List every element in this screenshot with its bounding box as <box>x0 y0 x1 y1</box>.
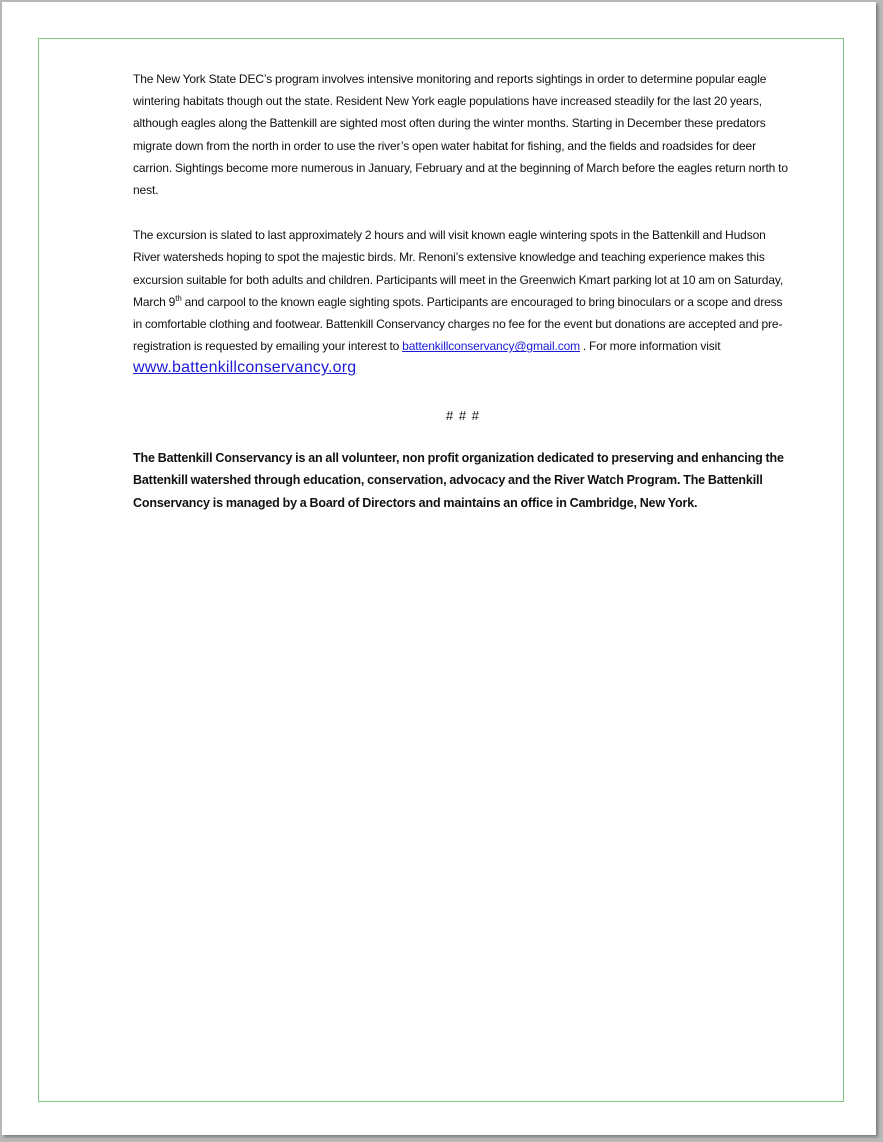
email-link[interactable]: battenkillconservancy@gmail.com <box>402 339 581 354</box>
excursion-text-part3: . For more information visit <box>580 339 721 354</box>
date-superscript: th <box>175 293 182 303</box>
section-separator: # # # <box>446 407 480 423</box>
document-content <box>133 68 793 514</box>
website-link[interactable]: www.battenkillconservancy.org <box>133 359 357 377</box>
document-page <box>2 2 876 1135</box>
excursion-text-part1: The excursion is slated to last approximately 2 hours and will visit known eagle wintering spots in the Battenkill and Hudson River watersheds hoping to spot the majestic birds. Mr. Renoni’s extensive knowledge and teaching experience makes this excursion suitable for both adults and children. Participants will meet in the Greenwich Kmart parking lot at 10 am on Saturday, March 9 <box>133 228 784 309</box>
paragraph-program: The New York State DEC’s program involves intensive monitoring and reports sightings in order to determine popular eagle wintering habitats though out the state. Resident New York eagle populations have increased steadily for the last 20 years, although eagles along the Battenkill are sighted most often during the winter months. Starting in December these predators migrate down from the north in order to use the river’s open water habitat for fishing, and the fields and roadsides for deer carrion. Sightings become more numerous in January, February and at the beginning of March before the eagles return north to nest. <box>133 72 788 198</box>
paragraph-excursion <box>133 224 793 379</box>
excursion-text-part2: and carpool to the known eagle sighting spots. Participants are encouraged to bring binoculars or a scope and dress in comfortable clothing and footwear. Battenkill Conservancy charges no fee for the event but donations are accepted and pre-registration is requested by emailing your interest to <box>133 294 783 354</box>
paragraph-about-conservancy: The Battenkill Conservancy is an all volunteer, non profit organization dedicated to preserving and enhancing the Battenkill watershed through education, conservation, advocacy and the River Watch Program. The Battenkill Conservancy is managed by a Board of Directors and maintains an office in Cambridge, New York. <box>133 450 784 510</box>
